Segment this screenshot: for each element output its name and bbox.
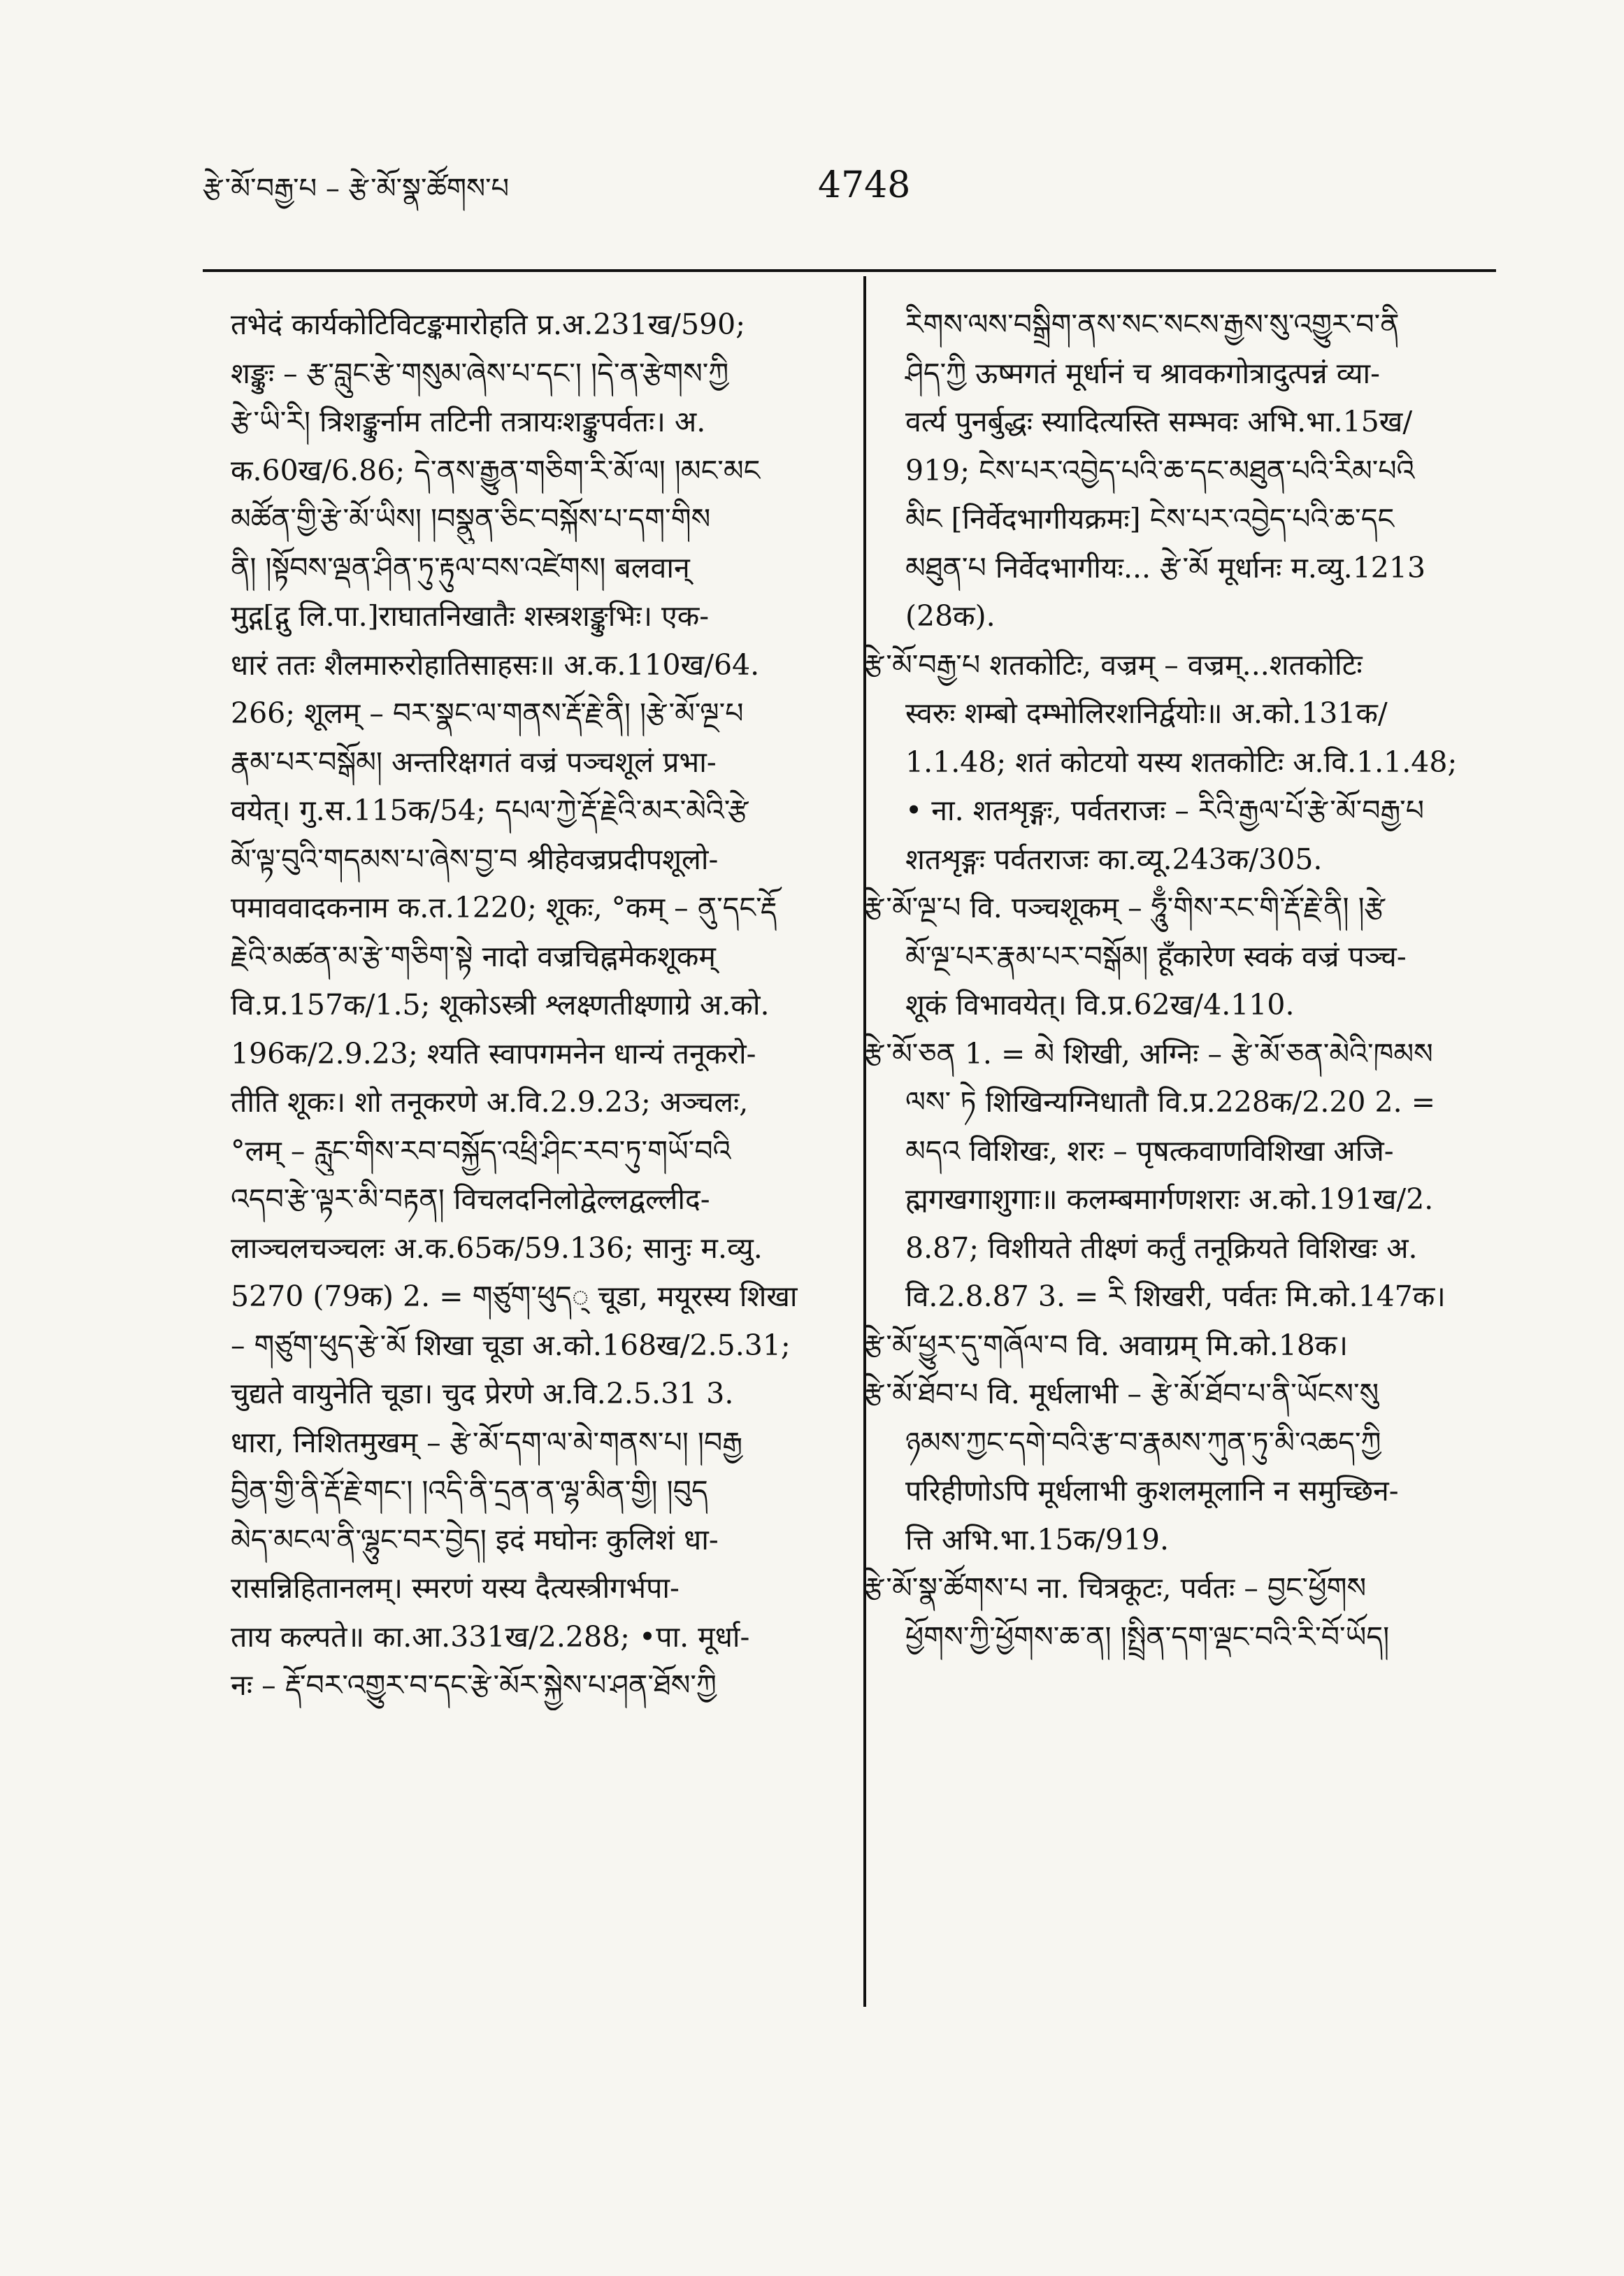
text-line: 5270 (79क) 2. = གཙུག་ཕུད् चूडा, मयूरस्य शिखा [231, 1280, 798, 1313]
entry-headword-line: རྩེ་མོ་ཐོབ་པ वि. मूर्धलाभी – རྩེ་མོ་ཐོབ་པ་ནི་ཡོངས་སུ [863, 1377, 1379, 1410]
text-line: चुद्यते वायुनेति चूडा। चुद प्रेरणे अ.वि.2.5.31 3. [231, 1377, 734, 1410]
text-line: तभेदं कार्यकोटिविटङ्कमारोहति प्र.अ.231ख/590; [231, 308, 746, 341]
text-line: མིང [निर्वेदभागीयक्रमः] ངེས་པར་འབྱེད་པའི་ཆ་དང [905, 502, 1395, 536]
text-line: • ना. शतशृङ्गः, पर्वतराजः – རིའི་རྒྱལ་པོ་རྩེ་མོ་བརྒྱ་པ [905, 794, 1425, 827]
text-line: वयेत्। गु.स.115क/54; དཔལ་ཀྱེ་རྡོ་རྗེའི་མར་མེའི་རྩེ [231, 794, 749, 827]
text-line: རིགས་ལས་བསྒྲིག་ནས་སང་སངས་རྒྱས་སུ་འགྱུར་བ་ནི [905, 308, 1400, 341]
text-line: ལས་ ཏེ शिखिन्यग्निधातौ वि.प्र.228क/2.20 2. = [905, 1085, 1436, 1119]
text-line: लाञ्चलचञ्चलः अ.क.65क/59.136; सानुः म.व्यु. [231, 1231, 763, 1265]
text-line: 266; शूलम् – བར་སྣང་ལ་གནས་རྡོ་རྗེ་ནི། །རྩེ་མོ་ལྔ་པ [231, 696, 744, 730]
text-line: ह्मगखगाशुगाः॥ कलम्बमार्गणशराः अ.को.191ख/2. [905, 1182, 1434, 1216]
text-line: ཉམས་ཀྱང་དགེ་བའི་རྩ་བ་རྣམས་ཀུན་ཏུ་མི་འཆད་ཀྱི [905, 1425, 1381, 1459]
text-line: འདབ་རྩེ་ལྟར་མི་བརྟན། विचलदनिलोद्वेल्लद्वल्लीद- [231, 1182, 710, 1216]
text-line: शङ्कुः – རྩ་བླུང་རྩེ་གསུམ་ཞེས་པ་དང་། །དེ་ན་རྩེགས་ཀྱི [231, 356, 729, 390]
text-line: རྗེའི་མཚན་མ་རྩེ་གཅིག་སྟེ नादो वज्रचिह्नमेकशूकम् [231, 939, 716, 973]
text-line: རྣམ་པར་བསྒོམ། अन्तरिक्षगतं वज्रं पञ्चशूलं प्रभा- [231, 745, 717, 779]
text-line: परिहीणोऽपि मूर्धलाभी कुशलमूलानि न समुच्छिन- [905, 1474, 1399, 1508]
text-line: 196क/2.9.23; श्यति स्वापगमनेन धान्यं तनूकरो- [231, 1036, 756, 1071]
text-line: क.60ख/6.86; དེ་ནས་རྒྱུན་གཅིག་རི་མོ་ལ། །མང་མང [231, 453, 761, 487]
entry-headword-line: རྩེ་མོ་སྣ་ཚོགས་པ ना. चित्रकूटः, पर्वतः – བྱང་ཕྱོགས [863, 1571, 1367, 1605]
page-header [203, 164, 1496, 224]
text-line: पमाववादकनाम क.त.1220; शूकः, °कम् – ནུ་དང་རྡོ [231, 891, 777, 924]
text-line: तीति शूकः। शो तनूकरणे अ.वि.2.9.23; अञ्चलः, [231, 1085, 749, 1119]
entry-headword-line: རྩེ་མོ་ཅན 1. = མེ शिखी, अग्निः – རྩེ་མོ་ཅན་མེའི་ཁམས [863, 1036, 1433, 1071]
text-line: 919; ངེས་པར་འབྱེད་པའི་ཆ་དང་མཐུན་པའི་རིམ་པའི [905, 453, 1415, 487]
left-column [231, 301, 832, 1710]
text-line: མཐུན་པ निर्वेदभागीयः... རྩེ་མོ मूर्धानः म.व्यु.1213 [905, 550, 1426, 585]
text-line: ཕྱོགས་ཀྱི་ཕྱོགས་ཆ་ན། །སྤྲིན་དག་ལྡང་བའི་རི་བོ་ཡོད། [905, 1619, 1390, 1654]
running-head: རྩེ་མོ་བརྒྱ་པ – རྩེ་མོ་སྣ་ཚོགས་པ [203, 173, 510, 205]
text-line: མཚོན་གྱི་རྩེ་མོ་ཡིས། །བསྣུན་ཅིང་བསྐོས་པ་དག་གིས [231, 502, 711, 536]
text-line: (28क). [905, 599, 996, 633]
text-line: धारं ततः शैलमारुरोहातिसाहसः॥ अ.क.110ख/64. [231, 647, 760, 682]
text-line: མོ་ལྔ་པར་རྣམ་པར་བསྒོམ། हूँकारेण स्वकं वज्रं पञ्च- [905, 939, 1407, 973]
page-number: 4748 [818, 164, 911, 206]
right-column [863, 301, 1496, 1661]
text-line: त्ति अभि.भा.15क/919. [905, 1522, 1170, 1556]
text-line: ནི། །སྟོབས་ལྡན་ཤིན་ཏུ་རྟུལ་བས་འཛེགས། बलवान् [231, 550, 690, 585]
text-line: བྱིན་གྱི་ནི་རྡོ་རྗེ་གང་། །འདི་ནི་དྲན་ན་ལྷ་མིན་གྱི། །བུད [231, 1474, 708, 1508]
text-line: वि.प्र.157क/1.5; शूकोऽस्त्री श्लक्ष्णतीक्ष्णाग्रे अ.को. [231, 988, 770, 1022]
text-line: མདའ विशिखः, शरः – पृषत्कवाणविशिखा अजि- [905, 1133, 1394, 1168]
text-line: ताय कल्पते॥ का.आ.331ख/2.288; •पा. मूर्धा- [231, 1619, 750, 1654]
text-line: མེད་མངལ་ནི་ལྷུང་བར་བྱེད། इदं मघोनः कुलिशं धा- [231, 1522, 719, 1556]
text-line: ཤིད་ཀྱི ऊष्मगतं मूर्धानं च श्रावकगोत्रादुत्पन्नं व्या- [905, 356, 1380, 390]
entry-headword-line: རྩེ་མོ་ལྔ་པ वि. पञ्चशूकम् – ཧཱུྃ་གིས་རང་གི་རྡོ་རྗེ་ནི། །རྩེ [863, 891, 1385, 924]
text-line: शतशृङ्गः पर्वतराजः का.व्यू.243क/305. [905, 842, 1323, 876]
entry-headword-line: རྩེ་མོ་ཕྱུར་དུ་གཞོལ་བ वि. अवाग्रम् मि.को.18क। [863, 1328, 1349, 1362]
entry-headword-line: རྩེ་མོ་བརྒྱ་པ शतकोटिः, वज्रम् – वज्रम्...शतकोटिः [863, 647, 1363, 682]
text-line: 8.87; विशीयते तीक्ष्णं कर्तुं तनूक्रियते विशिखः अ. [905, 1231, 1418, 1265]
text-line: མོ་ལྟ་བུའི་གདམས་པ་ཞེས་བྱ་བ श्रीहेवज्रप्रदीपशूलो- [231, 842, 719, 876]
text-line: वर्त्य पुनर्बुद्धः स्यादित्यस्ति सम्भवः अभि.भा.15ख/ [905, 405, 1413, 438]
header-rule [203, 269, 1496, 272]
text-line: मुद्ग[द्गु लि.पा.]राघातनिखातैः शस्त्रशङ्कुभिः। एक- [231, 599, 710, 633]
text-line: रासन्निहितानलम्। स्मरणं यस्य दैत्यस्त्रीगर्भपा- [231, 1571, 680, 1605]
text-line: 1.1.48; शतं कोटयो यस्य शतकोटिः अ.वि.1.1.48; [905, 745, 1458, 779]
text-line: རྩེ་ཡི་རི། त्रिशङ्कुर्नाम तटिनी तत्रायःशङ्कुपर्वतः। अ. [231, 405, 706, 438]
text-line: नः – རྡོ་བར་འགྱུར་བ་དང་རྩེ་མོར་སྐྱེས་པ་ཤན་ཐོས་ཀྱི [231, 1668, 717, 1702]
text-line: – གཙུག་ཕུད་རྩེ་མོ शिखा चूडा अ.को.168ख/2.5.31; [231, 1328, 791, 1362]
text-line: धारा, निशितमुखम् – རྩེ་མོ་དག་ལ་མེ་གནས་པ། །བརྒྱ [231, 1425, 743, 1459]
text-line: स्वरुः शम्बो दम्भोलिरशनिर्द्वयोः॥ अ.को.131क/ [905, 696, 1388, 730]
text-line: °लम् – རླུང་གིས་རབ་བསྐྱོད་འཕྲི་ཤིང་རབ་ཏུ་གཡོ་བའི [231, 1133, 731, 1168]
text-line: शूकं विभावयेत्। वि.प्र.62ख/4.110. [905, 988, 1295, 1022]
text-line: वि.2.8.87 3. = རི शिखरी, पर्वतः मि.को.147क। [905, 1280, 1446, 1313]
